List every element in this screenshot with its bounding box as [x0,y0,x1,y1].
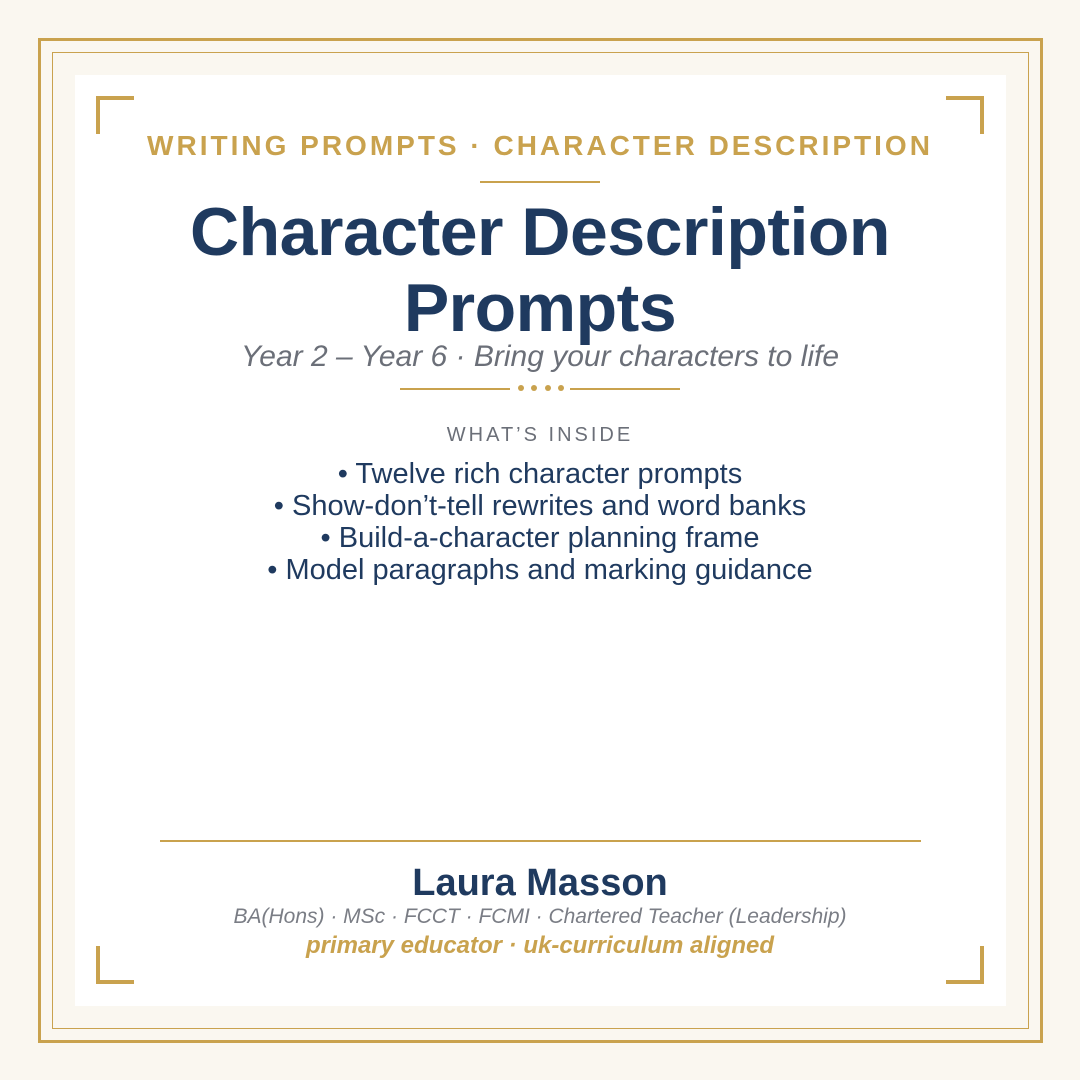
footer-divider [160,840,921,842]
page-title [0,194,1080,346]
ornament-dot [518,385,524,391]
feature-list [0,458,1080,586]
ornament-dot [558,385,564,391]
feature-item: • Build-a-character planning frame [320,522,760,554]
author-credentials: BA(Hons) · MSc · FCCT · FCMI · Chartered Teacher (Leadership) [233,905,847,928]
ornament-line-right [570,388,680,390]
title-line-1: Character Description [190,194,890,270]
feature-item: • Model paragraphs and marking guidance [267,554,813,586]
author-tagline: primary educator · uk-curriculum aligned [305,932,775,959]
feature-item: • Twelve rich character prompts [337,458,743,490]
corner-bracket-top-left [96,96,134,134]
subtitle: Year 2 – Year 6 · Bring your characters to life [240,340,840,373]
ornament-dot [531,385,537,391]
ornament-dots [518,385,564,393]
author-name: Laura Masson [412,862,668,904]
whats-inside-label: WHAT’S INSIDE [446,424,634,446]
eyebrow-label: WRITING PROMPTS · CHARACTER DESCRIPTION [147,130,933,161]
corner-bracket-top-right [946,96,984,134]
feature-item: • Show-don’t-tell rewrites and word banks [273,490,807,522]
ornament-line-left [400,388,510,390]
eyebrow-divider [480,181,600,183]
ornament-dot [545,385,551,391]
title-line-2: Prompts [403,270,677,346]
